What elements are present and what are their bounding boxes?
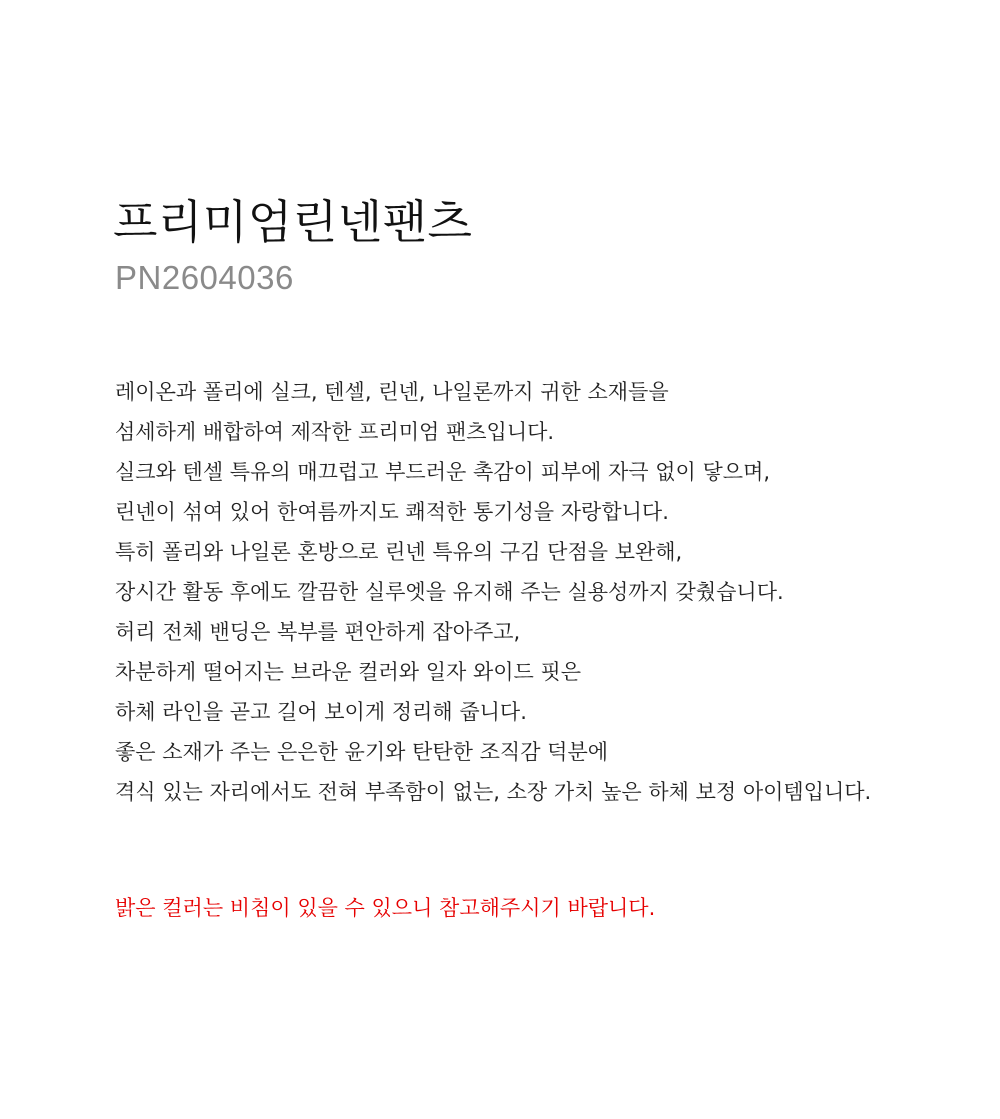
product-code: PN2604036: [115, 259, 294, 296]
description-line: 장시간 활동 후에도 깔끔한 실루엣을 유지해 주는 실용성까지 갖췄습니다.: [115, 580, 784, 604]
description-line: 섬세하게 배합하여 제작한 프리미엄 팬츠입니다.: [115, 420, 555, 444]
description-line: 린넨이 섞여 있어 한여름까지도 쾌적한 통기성을 자랑합니다.: [115, 500, 669, 524]
description-line: 실크와 텐셀 특유의 매끄럽고 부드러운 촉감이 피부에 자극 없이 닿으며,: [115, 460, 771, 484]
description-line: 특히 폴리와 나일론 혼방으로 린넨 특유의 구김 단점을 보완해,: [115, 540, 683, 564]
description-line: 격식 있는 자리에서도 전혀 부족함이 없는, 소장 가치 높은 하체 보정 아이템입니다.: [115, 780, 872, 804]
description-line: 좋은 소재가 주는 은은한 윤기와 탄탄한 조직감 덕분에: [115, 740, 609, 764]
product-title: 프리미엄린넨팬츠: [113, 195, 473, 249]
description-line: 차분하게 떨어지는 브라운 컬러와 일자 와이드 핏은: [115, 660, 582, 684]
description-line: 허리 전체 밴딩은 복부를 편안하게 잡아주고,: [115, 620, 521, 644]
product-description: [115, 372, 995, 812]
description-line: 레이온과 폴리에 실크, 텐셀, 린넨, 나일론까지 귀한 소재들을: [115, 380, 669, 404]
transparency-notice: 밝은 컬러는 비침이 있을 수 있으니 참고해주시기 바랍니다.: [115, 896, 656, 920]
description-line: 하체 라인을 곧고 길어 보이게 정리해 줍니다.: [115, 700, 527, 724]
